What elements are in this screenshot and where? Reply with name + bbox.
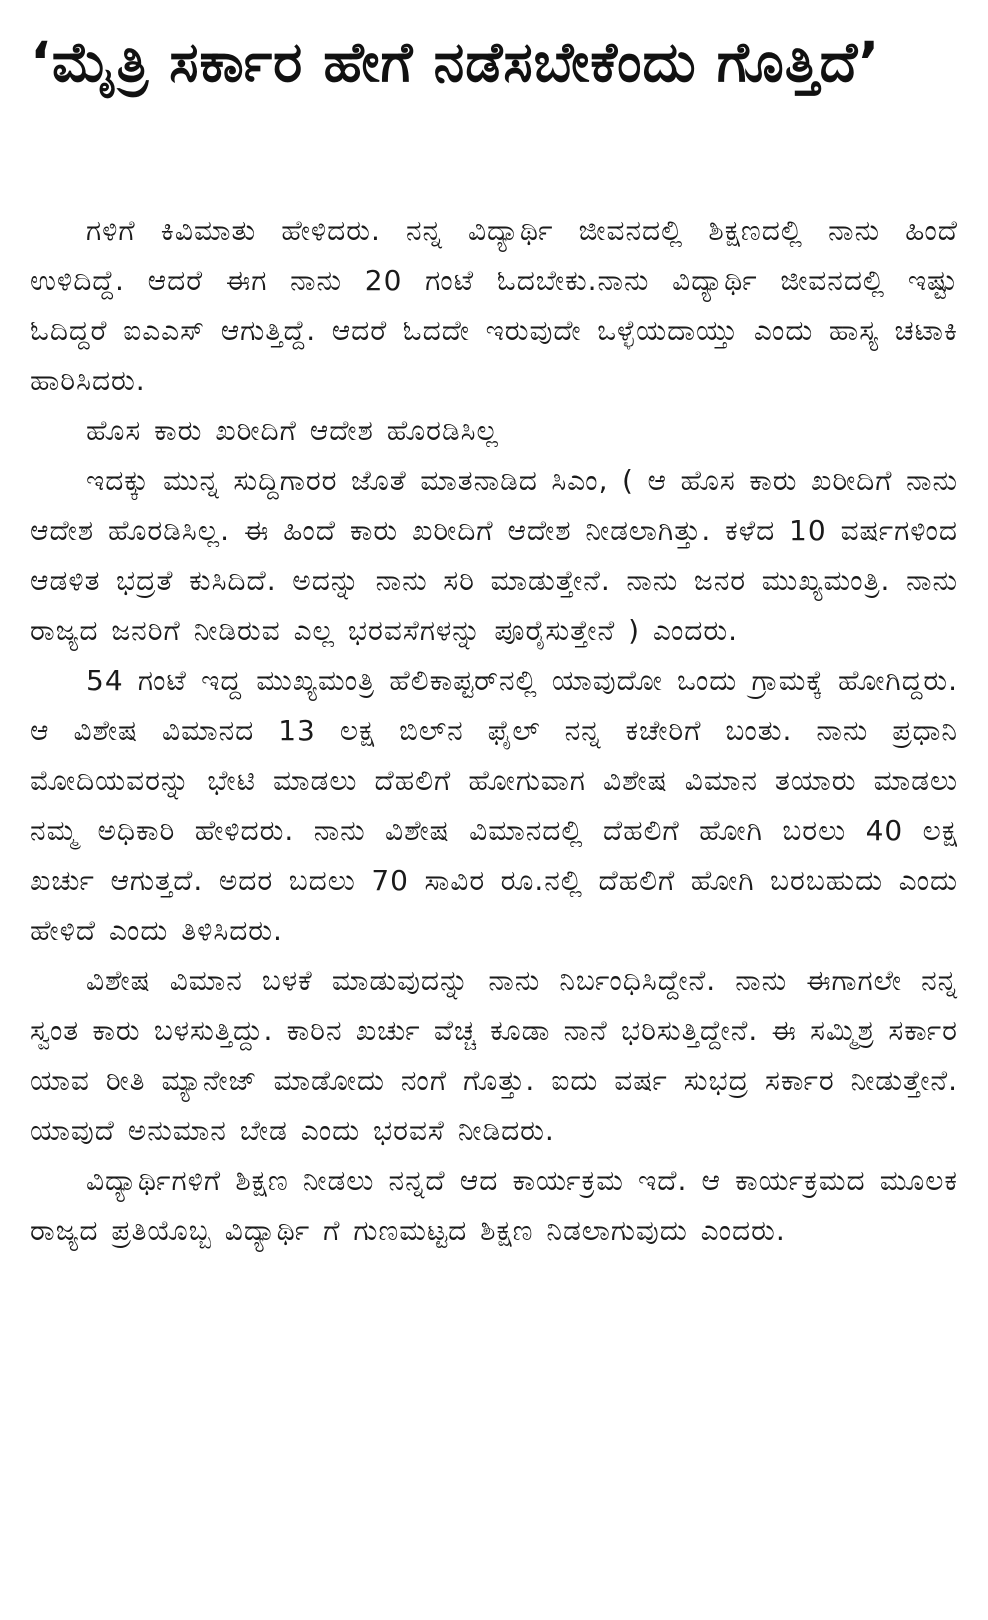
paragraph-coalition-government: ವಿಶೇಷ ವಿಮಾನ ಬಳಕೆ ಮಾಡುವುದನ್ನು ನಾನು ನಿರ್ಬಂಧಿಸಿದ್ದೇನೆ. ನಾನು ಈಗಾಗಲೇ ನನ್ನ ಸ್ವಂತ ಕಾರು ಬಳಸುತ್ತಿದ್ದು. ಕಾರಿನ ಖರ್ಚು ವೆಚ್ಚ ಕೂಡಾ ನಾನೆ ಭರಿಸುತ್ತಿದ್ದೇನೆ. ಈ ಸಮ್ಮಿಶ್ರ ಸರ್ಕಾರ ಯಾವ ರೀತಿ ಮ್ಯಾನೇಜ್ ಮಾಡೋದು ನಂಗೆ ಗೊತ್ತು. ಐದು ವರ್ಷ ಸುಭದ್ರ ಸರ್ಕಾರ ನೀಡುತ್ತೇನೆ. ಯಾವುದೆ ಅನುಮಾನ ಬೇಡ ಎಂದು ಭರವಸೆ ನೀಡಿದರು. (30, 964, 958, 1147)
article-body (30, 206, 958, 1256)
paragraph-kivimatu: ಗಳಿಗೆ ಕಿವಿಮಾತು ಹೇಳಿದರು. ನನ್ನ ವಿದ್ಯಾರ್ಥಿ ಜೀವನದಲ್ಲಿ ಶಿಕ್ಷಣದಲ್ಲಿ ನಾನು ಹಿಂದೆ ಉಳಿದಿದ್ದೆ. ಆದರೆ ಈಗ ನಾನು 20 ಗಂಟೆ ಓದಬೇಕು.ನಾನು ವಿದ್ಯಾರ್ಥಿ ಜೀವನದಲ್ಲಿ ಇಷ್ಟು ಓದಿದ್ದರೆ ಐಎಎಸ್ ಆಗುತ್ತಿದ್ದೆ. ಆದರೆ ಓದದೇ ಇರುವುದೇ ಒಳ್ಳೆಯದಾಯ್ತು ಎಂದು ಹಾಸ್ಯ ಚಟಾಕಿ ಹಾರಿಸಿದರು. (30, 214, 958, 397)
paragraph-special-flight-bill: 54 ಗಂಟೆ ಇದ್ದ ಮುಖ್ಯಮಂತ್ರಿ ಹೆಲಿಕಾಪ್ಟರ್‌ನಲ್ಲಿ ಯಾವುದೋ ಒಂದು ಗ್ರಾಮಕ್ಕೆ ಹೋಗಿದ್ದರು. ಆ ವಿಶೇಷ ವಿಮಾನದ 13 ಲಕ್ಷ ಬಿಲ್‌ನ ಫೈಲ್ ನನ್ನ ಕಚೇರಿಗೆ ಬಂತು. ನಾನು ಪ್ರಧಾನಿ ಮೋದಿಯವರನ್ನು ಭೇಟಿ ಮಾಡಲು ದೆಹಲಿಗೆ ಹೋಗುವಾಗ ವಿಶೇಷ ವಿಮಾನ ತಯಾರು ಮಾಡಲು ನಮ್ಮ ಅಧಿಕಾರಿ ಹೇಳಿದರು. ನಾನು ವಿಶೇಷ ವಿಮಾನದಲ್ಲಿ ದೆಹಲಿಗೆ ಹೋಗಿ ಬರಲು 40 ಲಕ್ಷ ಖರ್ಚು ಆಗುತ್ತದೆ. ಅದರ ಬದಲು 70 ಸಾವಿರ ರೂ.ನಲ್ಲಿ ದೆಹಲಿಗೆ ಹೋಗಿ ಬರಬಹುದು ಎಂದು ಹೇಳಿದೆ ಎಂದು ತಿಳಿಸಿದರು. (30, 664, 958, 947)
article-headline: ‘ಮೈತ್ರಿ ಸರ್ಕಾರ ಹೇಗೆ ನಡೆಸಬೇಕೆಂದು ಗೊತ್ತಿದೆ’ (30, 30, 881, 94)
paragraph-student-education: ವಿದ್ಯಾರ್ಥಿಗಳಿಗೆ ಶಿಕ್ಷಣ ನೀಡಲು ನನ್ನದೆ ಆದ ಕಾರ್ಯಕ್ರಮ ಇದೆ. ಆ ಕಾರ್ಯಕ್ರಮದ ಮೂಲಕ ರಾಜ್ಯದ ಪ್ರತಿಯೊಬ್ಬ ವಿದ್ಯಾರ್ಥಿ ಗೆ ಗುಣಮಟ್ಟದ ಶಿಕ್ಷಣ ನಿಡಲಾಗುವುದು ಎಂದರು. (30, 1164, 958, 1247)
paragraph-cm-statement: ಇದಕ್ಕು ಮುನ್ನ ಸುದ್ದಿಗಾರರ ಜೊತೆ ಮಾತನಾಡಿದ ಸಿಎಂ, ( ಆ ಹೊಸ ಕಾರು ಖರೀದಿಗೆ ನಾನು ಆದೇಶ ಹೊರಡಿಸಿಲ್ಲ. ಈ ಹಿಂದೆ ಕಾರು ಖರೀದಿಗೆ ಆದೇಶ ನೀಡಲಾಗಿತ್ತು. ಕಳೆದ 10 ವರ್ಷಗಳಿಂದ ಆಡಳಿತ ಭದ್ರತೆ ಕುಸಿದಿದೆ. ಅದನ್ನು ನಾನು ಸರಿ ಮಾಡುತ್ತೇನೆ. ನಾನು ಜನರ ಮುಖ್ಯಮಂತ್ರಿ. ನಾನು ರಾಜ್ಯದ ಜನರಿಗೆ ನೀಡಿರುವ ಎಲ್ಲ ಭರವಸೆಗಳನ್ನು ಪೂರೈಸುತ್ತೇನೆ ) ಎಂದರು. (30, 464, 958, 647)
subheading-new-car: ಹೊಸ ಕಾರು ಖರೀದಿಗೆ ಆದೇಶ ಹೊರಡಿಸಿಲ್ಲ (86, 414, 499, 447)
